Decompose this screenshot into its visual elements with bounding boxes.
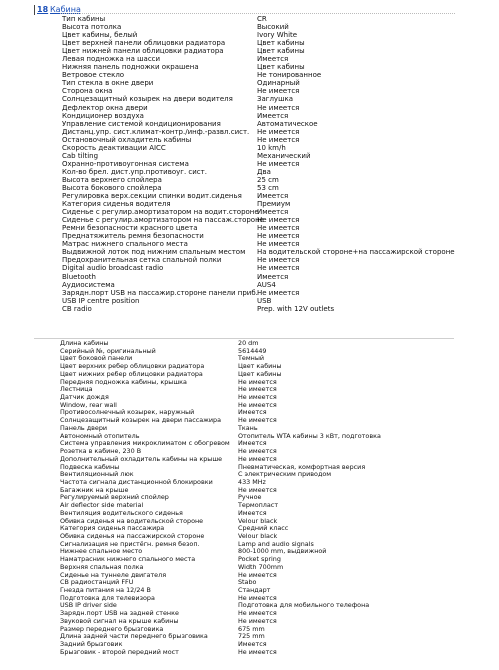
spec-value: Термопласт — [238, 501, 279, 510]
spec-label: Цвет нижних ребер облицовки радиатора — [60, 369, 203, 378]
spec-value: Цвет кабины — [238, 362, 282, 371]
spec-value: Имеется — [257, 111, 289, 120]
spec-value: Velour black — [238, 516, 278, 525]
spec-row — [62, 176, 492, 184]
spec-value: На водительской стороне+на пассажирской стороне — [257, 248, 455, 257]
spec-value: Не имеется — [257, 288, 300, 297]
spec-value: Не имеется — [257, 103, 300, 112]
spec-value: Имеется — [238, 508, 267, 517]
spec-label: Аудиосистема — [62, 280, 115, 289]
spec-label: Скорость деактивации AICC — [62, 143, 166, 152]
spec-label: Регулировка верх.секции спинки водит.сиденья — [62, 192, 242, 201]
spec-value: Не имеется — [238, 485, 277, 494]
spec-value: Pocket spring — [238, 555, 281, 564]
spec-value: Подготовка для мобильного телефона — [238, 601, 370, 610]
spec-label: Матрас нижнего спального места — [62, 240, 188, 249]
spec-label: USB IP centre position — [62, 296, 140, 305]
spec-label: Верхняя спальная полка — [60, 562, 144, 571]
spec-value: Не имеется — [238, 616, 277, 625]
spec-value: Темный — [238, 354, 265, 363]
spec-value: 725 mm — [238, 632, 265, 641]
spec-label: Гнезда питания на 12/24 В — [60, 586, 151, 594]
spec-list-continued — [60, 340, 490, 656]
spec-label: Digital audio broadcast radio — [62, 264, 164, 273]
spec-value: Стандарт — [238, 586, 271, 594]
spec-value: Цвет кабины — [257, 63, 305, 72]
spec-value: AUS4 — [257, 280, 276, 289]
spec-label: Охранно-противоугонная система — [62, 159, 189, 168]
spec-label: Солнцезащитный козырек на двери пассажира — [60, 416, 222, 425]
spec-label: Частота сигнала дистанционной блокировки — [60, 477, 213, 486]
spec-label: Лестница — [60, 385, 93, 394]
spec-value: Имеется — [238, 408, 267, 417]
spec-label: Air deflector side material — [60, 501, 144, 510]
spec-row — [62, 264, 492, 272]
spec-label: Сторона окна — [62, 87, 113, 96]
spec-label: Зарядн.порт USB на пассажир.стороне панели приб. — [62, 288, 258, 297]
spec-label: Цвет верхней панели облицовки радиатора — [62, 39, 226, 48]
spec-label: Тип стекла в окне двери — [62, 79, 154, 88]
spec-value: Не имеется — [238, 377, 277, 386]
spec-row — [60, 417, 490, 425]
spec-value: Не имеется — [257, 87, 300, 96]
spec-row — [62, 63, 492, 71]
spec-label: Автономный отопитель — [60, 431, 140, 440]
spec-value: 5614449 — [238, 346, 267, 355]
spec-label: Категория сиденья водителя — [62, 200, 171, 209]
spec-value: Width 700mm — [238, 562, 284, 571]
spec-value: С электрическим приводом — [238, 470, 332, 479]
spec-value: Prep. with 12V outlets — [257, 304, 335, 313]
spec-value: 20 dm — [238, 339, 259, 347]
spec-row — [62, 297, 492, 305]
spec-label: Тип кабины — [62, 15, 106, 23]
spec-label: Управление системой кондиционирования — [62, 119, 221, 128]
spec-row — [62, 136, 492, 144]
spec-row — [62, 232, 492, 240]
spec-label: Дистанц.упр. сист.климат-контр./инф.-развл.сист. — [62, 127, 250, 136]
spec-value: Ivory White — [257, 31, 298, 40]
spec-label: Левая подножка на шасси — [62, 55, 161, 64]
spec-label: Звуковой сигнал на крыше кабины — [60, 616, 179, 625]
spec-label: Сиденье с регулир.амортизатором на пассаж.стороне — [62, 216, 264, 225]
spec-label: Серийный №, оригинальный — [60, 346, 156, 355]
spec-row — [62, 120, 492, 128]
spec-row — [62, 23, 492, 31]
spec-value: Не имеется — [257, 216, 300, 225]
spec-label: Обивка сиденья на водительской стороне — [60, 516, 204, 525]
spec-label: Bluetooth — [62, 272, 96, 281]
spec-value: Пневматическая, комфортная версия — [238, 462, 366, 471]
spec-label: CB radio — [62, 304, 92, 313]
spec-row — [62, 55, 492, 63]
spec-value: Не имеется — [257, 240, 300, 249]
spec-label: Противосолнечный козырек, наружный — [60, 408, 195, 417]
spec-label: Размер переднего брызговика — [60, 624, 164, 633]
spec-row — [62, 192, 492, 200]
spec-row — [62, 160, 492, 168]
spec-label: CB радиостанций FFU — [60, 578, 134, 587]
spec-value: 25 cm — [257, 175, 279, 184]
spec-value: 800-1000 mm, выдвижной — [238, 547, 327, 556]
spec-row — [62, 305, 492, 313]
spec-value: Не имеется — [238, 609, 277, 618]
spec-value: Имеется — [257, 272, 289, 281]
spec-value: Цвет кабины — [238, 369, 282, 378]
spec-value: Имеется — [257, 192, 289, 201]
spec-value: Имеется — [257, 208, 289, 217]
spec-value: Не имеется — [238, 416, 277, 425]
spec-value: Цвет кабины — [257, 47, 305, 56]
spec-value: Не имеется — [257, 256, 300, 265]
spec-row — [62, 144, 492, 152]
spec-row — [62, 95, 492, 103]
spec-value: Не имеется — [257, 159, 300, 168]
spec-row — [62, 47, 492, 55]
spec-label: Нижняя панель подножки окрашена — [62, 63, 199, 72]
spec-value: Премиум — [257, 200, 291, 209]
spec-value: Механический — [257, 151, 311, 160]
spec-label: USB IP driver side — [60, 601, 117, 610]
spec-row — [62, 128, 492, 136]
spec-label: Вентиляция водительского сиденья — [60, 508, 183, 517]
spec-label: Высота верхнего спойлера — [62, 175, 162, 184]
spec-label: Наматрасник нижнего спального места — [60, 555, 196, 564]
spec-row — [62, 200, 492, 208]
spec-value: 433 MHz — [238, 477, 266, 486]
spec-label: Солнцезащитный козырек на двери водителя — [62, 95, 233, 104]
spec-label: Подготовка для телевизора — [60, 593, 155, 602]
spec-label: Категория сиденья пассажира — [60, 524, 165, 533]
spec-value: Не имеется — [257, 232, 300, 241]
spec-value: Не имеется — [238, 570, 277, 579]
spec-value: Не имеется — [257, 264, 300, 273]
spec-label: Передняя подножка кабины, крышка — [60, 377, 187, 386]
spec-label: Система управления микроклиматом с обогревом — [60, 439, 230, 448]
spec-row — [62, 248, 492, 256]
section-number-link[interactable]: 18 — [37, 5, 49, 14]
spec-value: CR — [257, 15, 267, 23]
spec-row — [62, 152, 492, 160]
spec-value: Ручное — [238, 493, 262, 502]
spec-value: 53 cm — [257, 183, 279, 192]
spec-label: Сиденье с регулир.амортизатором на водит.стороне — [62, 208, 259, 217]
spec-value: Не тонированное — [257, 71, 322, 80]
spec-row — [62, 208, 492, 216]
spec-row — [62, 240, 492, 248]
spec-label: Window, rear wall — [60, 400, 117, 409]
spec-label: Остановочный охладитель кабины — [62, 135, 192, 144]
spec-label: Цвет боковой панели — [60, 354, 133, 363]
spec-value: Не имеется — [238, 447, 277, 456]
spec-label: Панель двери — [60, 423, 108, 432]
spec-value: Имеется — [257, 55, 289, 64]
spec-row — [62, 104, 492, 112]
spec-value: Высокий — [257, 23, 289, 32]
spec-label: Ремни безопасности красного цвета — [62, 224, 198, 233]
spec-value: Stabo — [238, 578, 257, 587]
spec-label: Высота бокового спойлера — [62, 183, 162, 192]
spec-label: Преднатяжитель ремня безопасности — [62, 232, 204, 241]
spec-row — [62, 273, 492, 281]
spec-label: Дополнительный охладитель кабины на крыше — [60, 454, 223, 463]
spec-row — [62, 289, 492, 297]
spec-value: Имеется — [238, 640, 267, 649]
spec-label: Цвет кабины, белый — [62, 31, 138, 40]
spec-label: Выдвижной лоток под нижним спальным местом — [62, 248, 246, 257]
spec-value: Отопитель WTA кабины 3 кВт, подготовка — [238, 431, 381, 440]
spec-label: Датчик дождя — [60, 393, 109, 402]
header-divider — [34, 5, 35, 15]
spec-label: Высота потолка — [62, 23, 122, 32]
spec-list — [62, 15, 492, 313]
spec-label: Кол-во брел. дист.упр.противоуг. сист. — [62, 167, 207, 176]
spec-value: Заглушка — [257, 95, 293, 104]
spec-row — [62, 168, 492, 176]
spec-label: Предохранительная сетка спальной полки — [62, 256, 222, 265]
spec-value: Не имеется — [238, 454, 277, 463]
spec-label: Дефлектор окна двери — [62, 103, 148, 112]
spec-label: Зарядн.порт USB на задней стенке — [60, 609, 179, 618]
spec-row — [62, 112, 492, 120]
spec-value: Ткань — [238, 423, 258, 432]
spec-value: Не имеется — [238, 393, 277, 402]
spec-value: Lamp and audio signals — [238, 539, 314, 548]
spec-label: Задний брызговик — [60, 640, 123, 649]
spec-label: Длина задней части переднего брызговика — [60, 632, 208, 641]
spec-value: Автоматическое — [257, 119, 318, 128]
spec-value: Не имеется — [238, 647, 277, 656]
spec-row — [60, 633, 490, 641]
spec-label: Нижнее спальное место — [60, 547, 143, 556]
spec-value: Velour black — [238, 531, 278, 540]
spec-label: Подвеска кабины — [60, 462, 120, 471]
spec-row — [62, 224, 492, 232]
spec-row — [62, 79, 492, 87]
spec-label: Cab tilting — [62, 151, 99, 160]
spec-label: Длина кабины — [60, 339, 109, 347]
spec-row — [62, 256, 492, 264]
spec-value: Не имеется — [238, 385, 277, 394]
spec-value: Средний класс — [238, 524, 289, 533]
spec-row — [62, 216, 492, 224]
spec-value: Не имеется — [238, 400, 277, 409]
spec-label: Сигнализация не пристёгн. ремня безоп. — [60, 539, 200, 548]
spec-value: 675 mm — [238, 624, 265, 633]
spec-value: Два — [257, 167, 271, 176]
spec-value: Цвет кабины — [257, 39, 305, 48]
cab-spec-section-continued — [0, 339, 499, 670]
spec-value: Не имеется — [238, 593, 277, 602]
spec-value: Одинарный — [257, 79, 300, 88]
spec-label: Сиденье на туннеле двигателя — [60, 570, 167, 579]
spec-value: Не имеется — [257, 224, 300, 233]
spec-label: Цвет верхних ребер облицовки радиатора — [60, 362, 205, 371]
spec-value: Не имеется — [257, 135, 300, 144]
spec-row — [62, 281, 492, 289]
spec-row — [62, 71, 492, 79]
spec-row — [60, 649, 490, 657]
spec-label: Цвет нижней панели облицовки радиатора — [62, 47, 224, 56]
spec-row — [62, 184, 492, 192]
spec-value: USB — [257, 296, 272, 305]
spec-row — [62, 31, 492, 39]
spec-label: Вентиляционный люк — [60, 470, 134, 479]
spec-row — [62, 39, 492, 47]
spec-label: Брызговик - второй передний мост — [60, 647, 179, 656]
spec-row — [62, 15, 492, 23]
spec-value: Не имеется — [257, 127, 300, 136]
spec-value: Имеется — [238, 439, 267, 448]
spec-value: 10 km/h — [257, 143, 286, 152]
spec-label: Багажник на крыше — [60, 485, 129, 494]
section-title-link[interactable]: Кабина — [50, 5, 81, 14]
spec-label: Кондиционер воздуха — [62, 111, 144, 120]
spec-label: Регулируемый верхний спойлер — [60, 493, 169, 502]
spec-label: Розетка в кабине, 230 В — [60, 447, 142, 456]
spec-label: Обивка сиденья на пассажирской стороне — [60, 531, 205, 540]
spec-label: Ветровое стекло — [62, 71, 125, 80]
spec-row — [62, 87, 492, 95]
